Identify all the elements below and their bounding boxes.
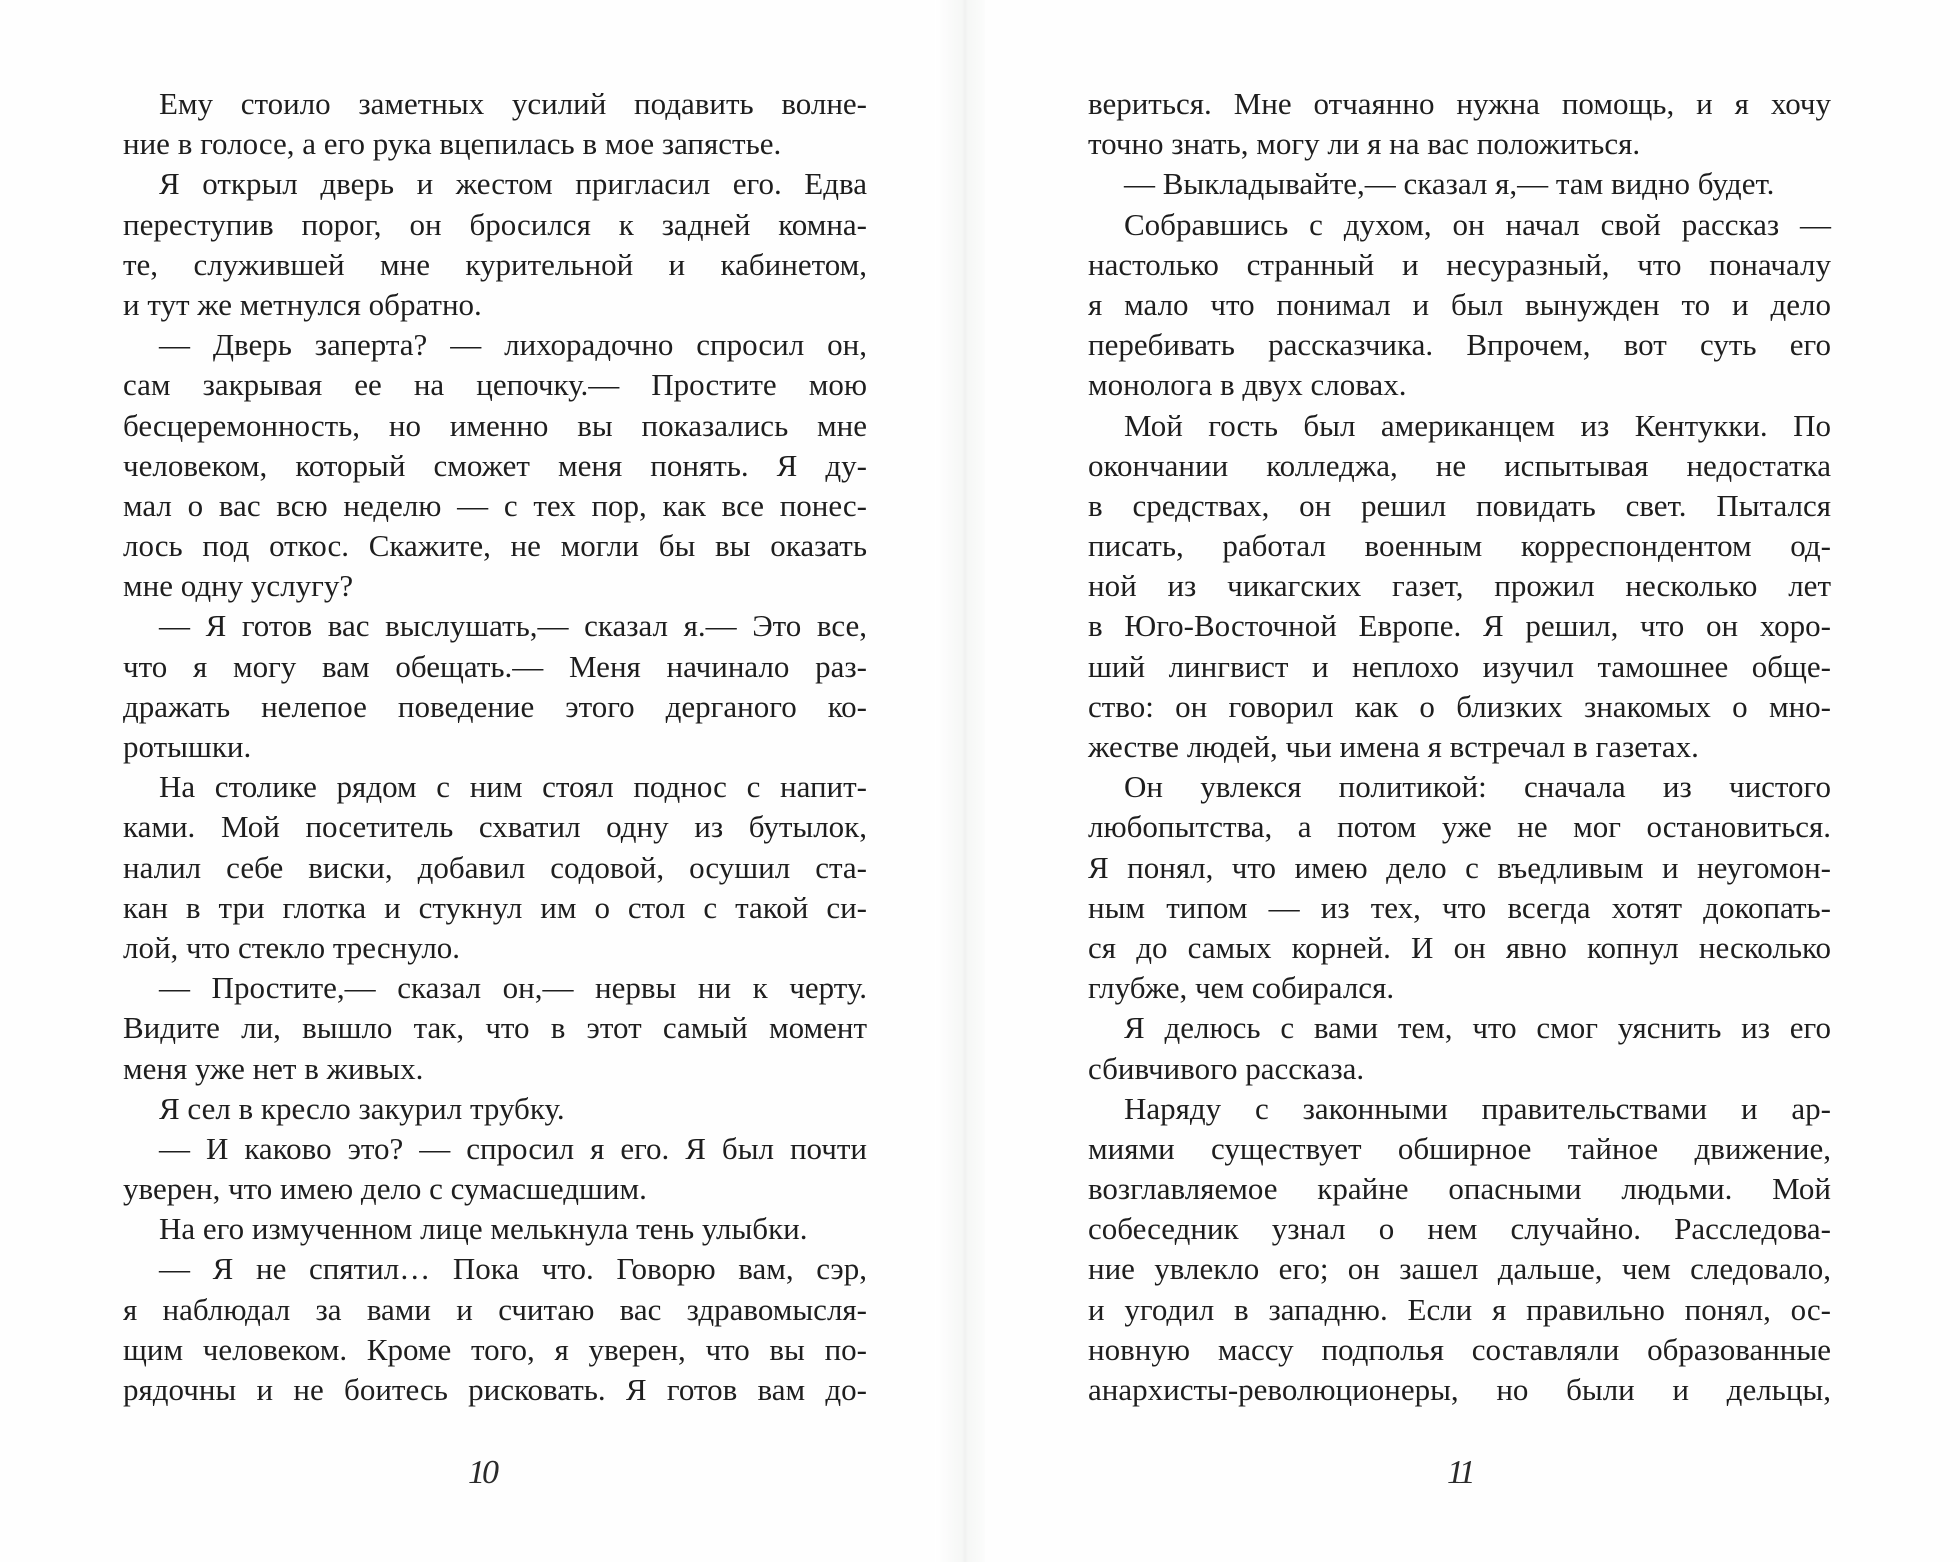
text-line: настолько странный и несуразный, что поначалу (1088, 246, 1831, 282)
right-page-number: 11 (1447, 1454, 1473, 1491)
text-line: Он увлекся политикой: сначала из чистого (1124, 769, 1831, 805)
text-line: в средствах, он решил повидать свет. Пытался (1088, 487, 1831, 523)
text-line: глубже, чем собирался. (1088, 970, 1395, 1006)
text-line: рядочны и не боитесь рисковать. Я готов вам до- (123, 1372, 867, 1407)
text-line: — Простите,— сказал он,— нервы ни к черту. (159, 970, 867, 1006)
text-line: Я сел в кресло закурил трубку. (159, 1090, 565, 1126)
text-line: писать, работал военным корреспондентом од- (1088, 528, 1831, 564)
text-line: лой, что стекло треснуло. (123, 929, 461, 965)
right-page-text (1088, 84, 1831, 1410)
text-line: — Дверь заперта? — лихорадочно спросил он, (159, 327, 867, 363)
text-line: дражать нелепое поведение этого дерганого ко- (123, 688, 867, 724)
text-line: ся до самых корней. И он явно копнул несколько (1088, 929, 1831, 965)
text-line: Ему стоило заметных усилий подавить волне- (159, 86, 867, 121)
text-line: миями существует обширное тайное движение, (1088, 1130, 1831, 1166)
text-line: я наблюдал за вами и считаю вас здравомысля- (123, 1291, 867, 1327)
text-line: я мало что понимал и был вынужден то и дело (1088, 286, 1831, 322)
text-line: меня уже нет в живых. (123, 1050, 424, 1086)
text-line: Собравшись с духом, он начал свой рассказ — (1124, 206, 1831, 242)
text-line: уверен, что имею дело с сумасшедшим. (123, 1171, 647, 1207)
text-line: — Выкладывайте,— сказал я,— там видно будет. (1124, 166, 1775, 202)
text-line: сбивчивого рассказа. (1088, 1050, 1365, 1086)
text-line: те, служившей мне курительной и кабинетом, (123, 246, 867, 282)
text-line: Я делюсь с вами тем, что смог уяснить из его (1124, 1010, 1831, 1046)
text-line: налил себе виски, добавил содовой, осушил ста- (123, 849, 867, 885)
text-line: ками. Мой посетитель схватил одну из бутылок, (123, 809, 867, 845)
text-line: Мой гость был американцем из Кентукки. По (1124, 407, 1831, 443)
text-line: мне одну услугу? (123, 568, 354, 604)
text-line: лось под откос. Скажите, не могли бы вы оказать (123, 528, 867, 564)
text-line: человеком, который сможет меня понять. Я ду- (123, 447, 867, 483)
text-line: — И каково это? — спросил я его. Я был почти (159, 1130, 867, 1166)
text-line: анархисты-революционеры, но были и дельцы, (1088, 1372, 1831, 1407)
text-line: мал о вас всю неделю — с тех пор, как все понес- (123, 487, 867, 523)
text-line: в Юго-Восточной Европе. Я решил, что он хоро- (1088, 608, 1831, 644)
right-page (985, 0, 1960, 1562)
text-line: окончании колледжа, не испытывая недостатка (1088, 447, 1831, 483)
text-line: Я открыл дверь и жестом пригласил его. Едва (159, 166, 867, 202)
text-line: собеседник узнал о нем случайно. Расследова- (1088, 1211, 1831, 1247)
text-line: любопытства, а потом уже не мог остановиться. (1088, 809, 1831, 845)
text-line: — Я не спятил… Пока что. Говорю вам, сэр, (159, 1251, 867, 1287)
left-page-text (123, 84, 867, 1410)
text-line: что я могу вам обещать.— Меня начинало раз- (123, 648, 867, 684)
text-line: перебивать рассказчика. Впрочем, вот суть его (1088, 327, 1831, 363)
text-line: ной из чикагских газет, прожил несколько лет (1088, 568, 1831, 604)
text-line: и тут же метнулся обратно. (123, 286, 482, 322)
text-line: ший лингвист и неплохо изучил тамошнее обще- (1088, 648, 1831, 684)
left-page-number: 10 (468, 1454, 496, 1491)
text-line: жестве людей, чьи имена я встречал в газетах. (1088, 729, 1699, 764)
text-line: точно знать, могу ли я на вас положиться. (1088, 126, 1641, 162)
text-line: Я понял, что имею дело с въедливым и неугомон- (1088, 849, 1831, 885)
text-line: бесцеремонность, но именно вы показались мне (123, 407, 867, 443)
text-line: ние в голосе, а его рука вцепилась в мое запястье. (123, 126, 782, 162)
text-line: вериться. Мне отчаянно нужна помощь, и я хочу (1088, 86, 1831, 121)
text-line: На столике рядом с ним стоял поднос с напит- (159, 769, 867, 805)
text-line: На его измученном лице мелькнула тень улыбки. (159, 1211, 808, 1247)
text-line: монолога в двух словах. (1088, 367, 1407, 403)
text-line: кан в три глотка и стукнул им о стол с такой си- (123, 889, 867, 925)
text-line: Наряду с законными правительствами и ар- (1124, 1090, 1831, 1126)
left-page (0, 0, 960, 1562)
text-line: переступив порог, он бросился к задней комна- (123, 206, 867, 242)
text-line: и угодил в западню. Если я правильно понял, ос- (1088, 1291, 1831, 1327)
text-line: сам закрывая ее на цепочку.— Простите мою (123, 367, 867, 403)
text-line: ство: он говорил как о близких знакомых о мно- (1088, 688, 1831, 724)
text-line: щим человеком. Кроме того, я уверен, что вы по- (123, 1331, 867, 1367)
text-line: — Я готов вас выслушать,— сказал я.— Это все, (159, 608, 867, 644)
text-line: новную массу подполья составляли образованные (1088, 1331, 1831, 1367)
text-line: ротышки. (123, 729, 252, 764)
text-line: возглавляемое крайне опасными людьми. Мой (1088, 1171, 1831, 1207)
text-line: Видите ли, вышло так, что в этот самый момент (123, 1010, 867, 1046)
text-line: ным типом — из тех, что всегда хотят докопать- (1088, 889, 1831, 925)
text-line: ние увлекло его; он зашел дальше, чем следовало, (1088, 1251, 1831, 1287)
